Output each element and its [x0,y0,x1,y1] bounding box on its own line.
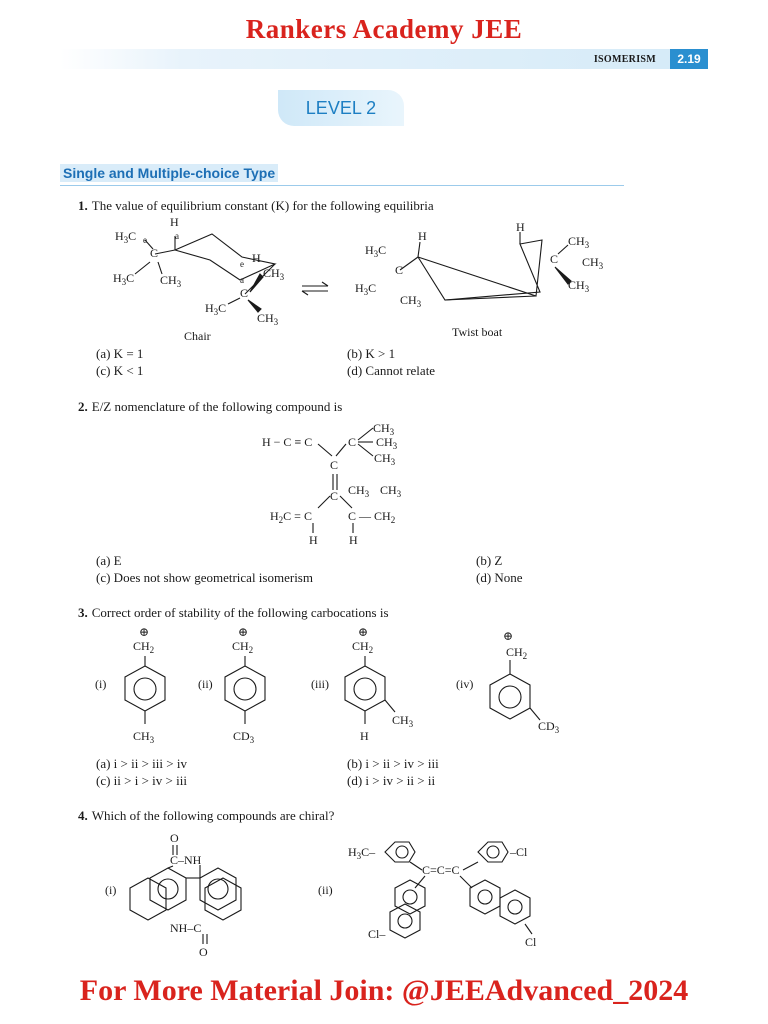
svg-text:H: H [360,729,369,743]
svg-text:H: H [170,215,179,229]
q4-structure-diagram [100,828,570,962]
svg-text:CH3: $CH_3$ [392,713,414,729]
svg-text:H3C: $H_3C$ [365,243,387,259]
svg-text:C: C [550,252,559,266]
question-3 [78,604,389,622]
svg-text:CH2: $CH_2$ [133,639,155,655]
svg-text:C: C [240,286,249,300]
benzene-ring-i [125,625,165,745]
svg-text:CD3: $CD_3$ [538,719,560,735]
svg-text:CH3: $CH_3$ [568,234,590,250]
svg-text:H3C: $H_3C$ [355,281,377,297]
benzene-ring-ii [225,625,265,745]
svg-text:CH3: $CH_3$ [400,293,422,309]
q2-option-c[interactable]: (c) Does not show geometrical isomerism [96,570,313,585]
svg-text:C: C [330,458,339,472]
page-number: 2.19 [670,49,708,69]
svg-text:H: H [516,220,525,234]
section-title: Single and Multiple-choice Type [60,164,278,182]
svg-text:CH3: $CH_3$ [582,255,604,271]
question-number: 3. [78,605,88,620]
question-number: 1. [78,198,88,213]
cumulene-structure [348,842,537,949]
q3-label-iv: (iv) [456,677,474,691]
svg-text:Cl: Cl [525,935,537,949]
q1-option-d[interactable]: (d) Cannot relate [347,363,436,378]
brand-title: Rankers Academy JEE [245,14,523,44]
q1-structure-diagram [100,212,640,342]
footer-banner: For More Material Join: @JEEAdvanced_2024 [79,974,689,1007]
dibenzo-lactam-structure [130,831,241,959]
svg-text:O: O [199,945,208,959]
svg-text:C: C [395,263,404,277]
svg-text:CH3: $CH_3$ [133,729,155,745]
svg-text:⊕: ⊕ [503,629,514,643]
level-badge: LEVEL 2 [278,90,404,126]
header-bar [60,49,670,69]
q1-option-b[interactable]: (b) K > 1 [347,346,396,361]
svg-text:CH3: $CH_3$ [373,421,395,437]
svg-text:a: a [175,231,179,241]
svg-text:H − C ≡ C: H − C ≡ C [262,435,313,449]
svg-text:H: H [418,229,427,243]
svg-text:Cl–: Cl– [368,927,386,941]
chapter-topic: ISOMERISM [593,54,656,65]
question-4 [78,807,334,825]
svg-text:H: H [309,533,318,547]
svg-text:CH3: $CH_3$ [257,311,279,327]
svg-text:C=C=C: C=C=C [422,863,460,877]
q3-option-b[interactable]: (b) i > ii > iv > iii [347,756,439,771]
svg-text:CH3: $CH_3$ [263,266,285,282]
q3-label-i: (i) [95,677,107,691]
question-text: Which of the following compounds are chiral? [91,808,335,823]
svg-text:H3C: $H_3C$ [115,229,137,245]
svg-text:e: e [240,259,244,269]
svg-text:H3C–: $H_3C-$ [348,845,376,861]
q1-option-a[interactable]: (a) K = 1 [96,346,144,361]
svg-text:CH3: $CH_3$ [160,273,182,289]
q3-label-ii: (ii) [198,677,213,691]
q1-option-c[interactable]: (c) K < 1 [96,363,144,378]
svg-text:C: C [150,246,159,260]
chair-conformation [113,215,285,327]
q2-structure-diagram [250,418,440,550]
svg-text:CH2: $CH_2$ [352,639,374,655]
question-number: 2. [78,399,88,414]
svg-text:H: H [349,533,358,547]
q3-option-a[interactable]: (a) i > ii > iii > iv [96,756,187,771]
question-text: E/Z nomenclature of the following compound is [91,399,343,414]
q4-label-i: (i) [105,883,117,897]
svg-text:⊕: ⊕ [238,625,249,639]
svg-text:CH3: $CH_3$ [380,483,402,499]
svg-text:CH2: $CH_2$ [506,645,528,661]
q3-option-d[interactable]: (d) i > iv > ii > ii [347,773,436,788]
svg-text:⊕: ⊕ [358,625,369,639]
question-text: Correct order of stability of the following carbocations is [91,605,389,620]
svg-text:CH3: $CH_3$ [568,278,590,294]
q2-option-a[interactable]: (a) E [96,553,122,568]
svg-text:⊕: ⊕ [139,625,150,639]
benzene-ring-iii [345,625,414,743]
svg-text:CH3: $CH_3$ [374,451,396,467]
svg-text:C: C [330,489,339,503]
q3-structure-diagram [90,624,580,748]
svg-text:CH2: $CH_2$ [232,639,254,655]
twist-boat-conformation [355,220,604,309]
svg-text:CD3: $CD_3$ [233,729,255,745]
q2-option-d[interactable]: (d) None [476,570,523,585]
q4-label-ii: (ii) [318,883,333,897]
section-divider [60,185,624,186]
svg-text:CH3: $CH_3$ [376,435,398,451]
svg-text:–Cl: –Cl [510,845,528,859]
svg-text:C: C [348,435,357,449]
svg-text:C–NH: C–NH [170,853,202,867]
svg-text:O: O [170,831,179,845]
benzene-ring-iv [490,629,560,735]
svg-text:H2C = C: $H_2C = C$ [270,509,312,525]
svg-text:C — CH2: C — $CH_2$ [348,509,396,525]
question-number: 4. [78,808,88,823]
svg-text:H3C: $H_3C$ [205,301,227,317]
svg-text:CH3: $CH_3$ [348,483,370,499]
question-text: The value of equilibrium constant (K) for the following equilibria [91,198,434,213]
chair-label: Chair [184,329,211,342]
svg-text:H: H [252,251,261,265]
q2-option-b[interactable]: (b) Z [476,553,503,568]
svg-text:a: a [240,275,244,285]
svg-text:NH–C: NH–C [170,921,202,935]
q3-label-iii: (iii) [311,677,329,691]
svg-text:e: e [143,235,147,245]
q3-option-c[interactable]: (c) ii > i > iv > iii [96,773,187,788]
svg-text:H3C: $H_3C$ [113,271,135,287]
twist-boat-label: Twist boat [452,325,503,339]
question-2 [78,398,342,416]
